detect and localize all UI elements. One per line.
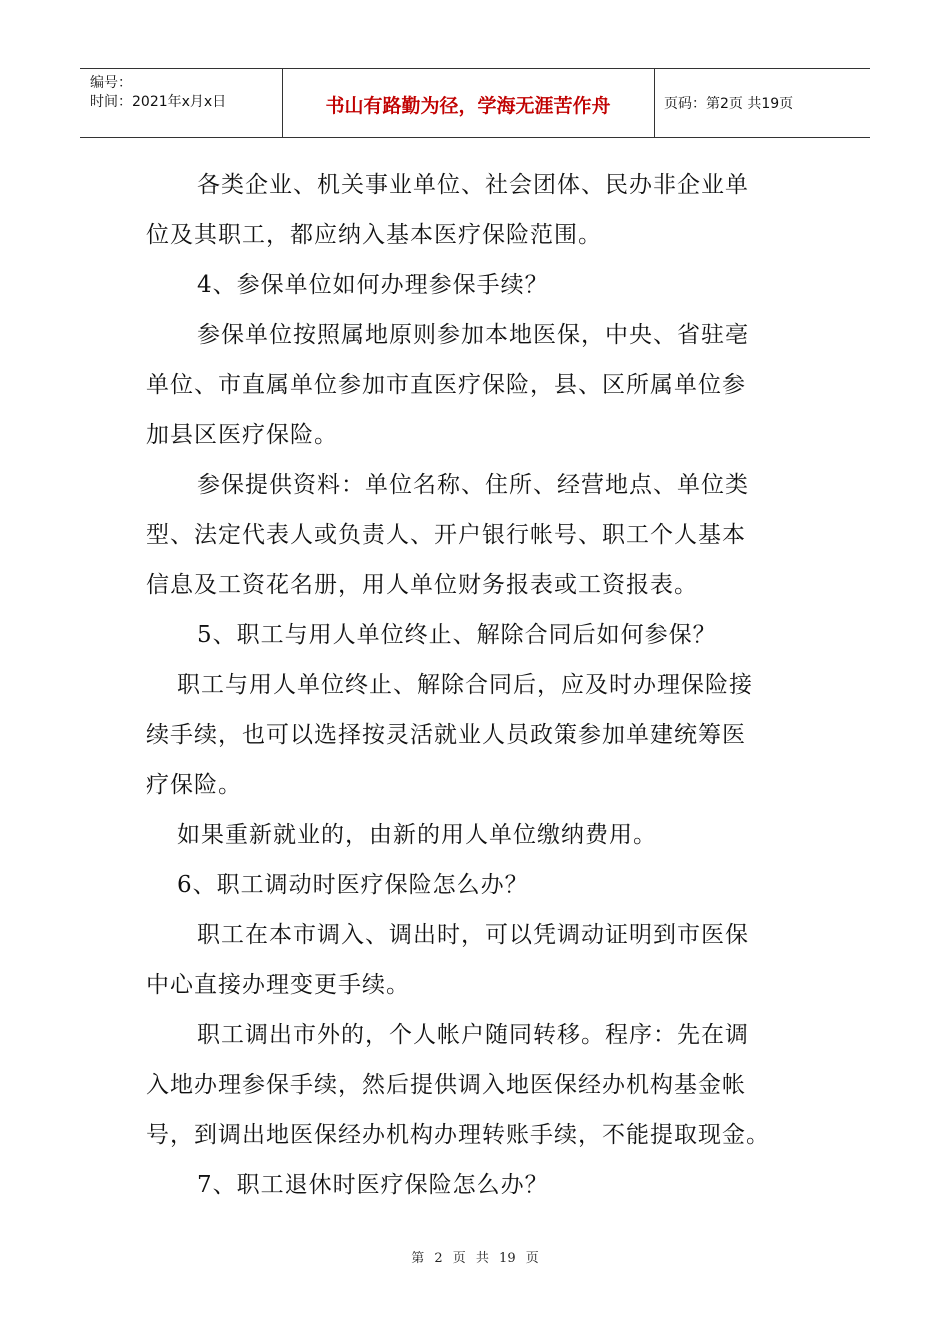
body-line: 如果重新就业的，由新的用人单位缴纳费用。	[177, 822, 657, 848]
body-line: 职工在本市调入、调出时，可以凭调动证明到市医保	[197, 922, 749, 948]
body-line: 参保提供资料：单位名称、住所、经营地点、单位类	[197, 472, 749, 498]
document-time-label: 时间：2021年x月x日	[90, 94, 227, 110]
header-page-cell	[654, 69, 870, 137]
header-meta-cell	[80, 69, 283, 137]
body-line: 疗保险。	[146, 772, 242, 798]
body-line: 中心直接办理变更手续。	[146, 972, 410, 998]
header-motto-cell	[282, 69, 655, 137]
body-line: 职工与用人单位终止、解除合同后，应及时办理保险接	[177, 672, 753, 698]
body-line: 参保单位按照属地原则参加本地医保，中央、省驻亳	[197, 322, 749, 348]
body-line: 单位、市直属单位参加市直医疗保险，县、区所属单位参	[146, 372, 746, 398]
page-footer: 第 2 页 共 19 页	[411, 1251, 539, 1266]
body-line: 入地办理参保手续，然后提供调入地医保经办机构基金帐	[146, 1072, 746, 1098]
header-motto: 书山有路勤为径，学海无涯苦作舟	[325, 95, 611, 117]
document-number-label: 编号：	[90, 75, 132, 91]
body-line: 位及其职工，都应纳入基本医疗保险范围。	[146, 222, 602, 248]
section-question: 7、职工退休时医疗保险怎么办？	[197, 1172, 549, 1198]
document-header	[80, 68, 870, 138]
section-question: 4、参保单位如何办理参保手续？	[197, 272, 549, 298]
body-line: 信息及工资花名册，用人单位财务报表或工资报表。	[146, 572, 698, 598]
body-line: 号，到调出地医保经办机构办理转账手续，不能提取现金。	[146, 1122, 770, 1148]
body-line: 续手续，也可以选择按灵活就业人员政策参加单建统筹医	[146, 722, 746, 748]
section-question: 6、职工调动时医疗保险怎么办？	[177, 872, 529, 898]
body-line: 型、法定代表人或负责人、开户银行帐号、职工个人基本	[146, 522, 746, 548]
section-question: 5、职工与用人单位终止、解除合同后如何参保？	[197, 622, 717, 648]
header-page-info: 页码：第2页 共19页	[664, 96, 794, 112]
body-line: 各类企业、机关事业单位、社会团体、民办非企业单	[197, 172, 749, 198]
body-line: 加县区医疗保险。	[146, 422, 338, 448]
body-line: 职工调出市外的，个人帐户随同转移。程序：先在调	[197, 1022, 749, 1048]
